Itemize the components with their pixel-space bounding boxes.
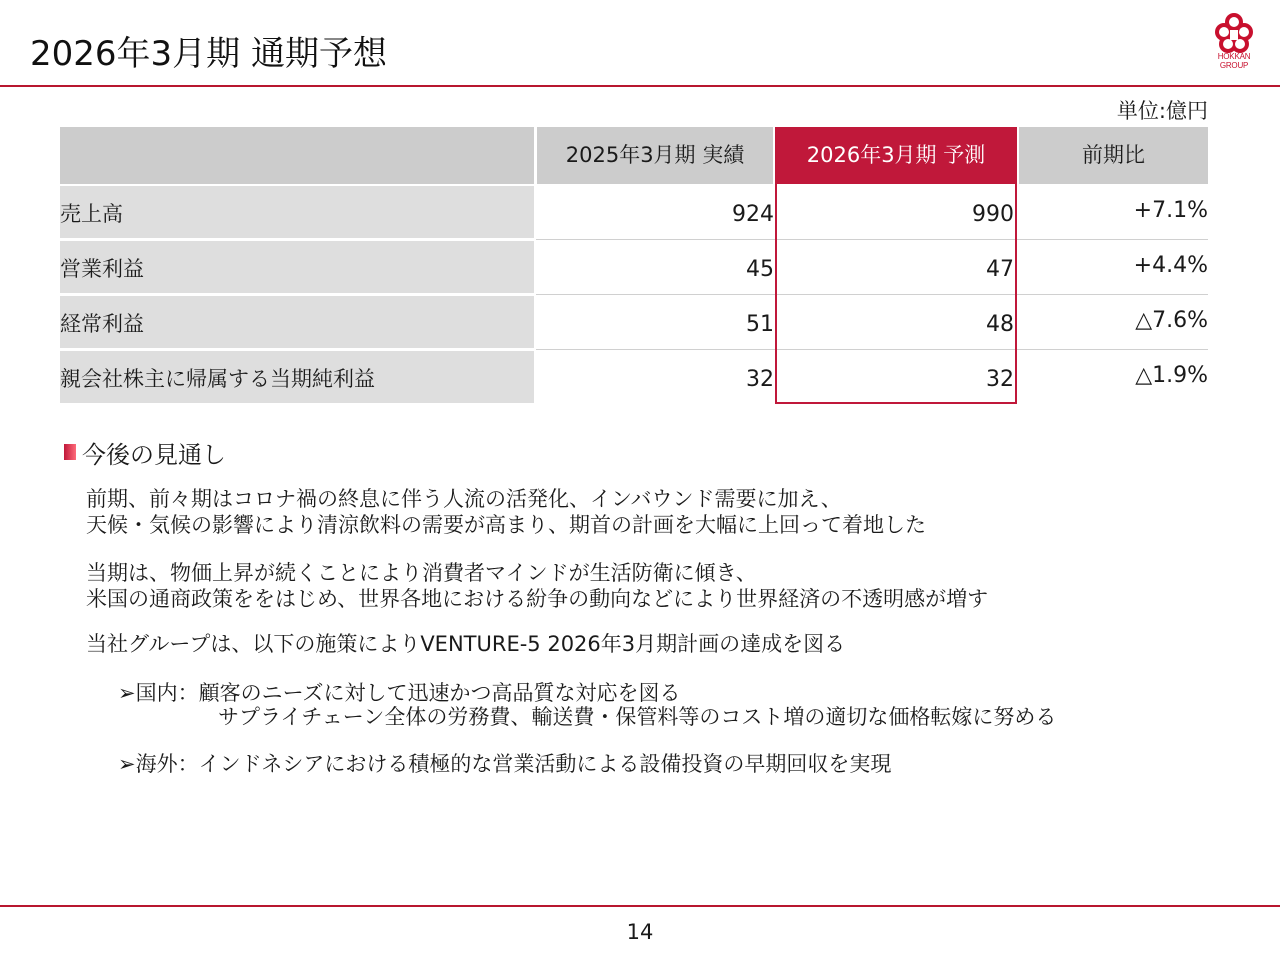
cell-sales-actual: 924 <box>732 202 774 227</box>
cell-ordinary-profit-actual: 51 <box>746 312 774 337</box>
outlook-text: 当社グループは、以下の施策によりVENTURE-5 2026年3月期計画の達成を図る <box>86 632 846 656</box>
header-divider <box>0 85 1280 87</box>
cell-net-income-forecast: 32 <box>986 367 1014 392</box>
cell-ordinary-profit-forecast: 48 <box>986 312 1014 337</box>
section-heading-outlook: 今後の見通し <box>82 441 226 469</box>
column-header-actual: 2025年3月期 実績 <box>565 143 745 167</box>
section-bullet-icon <box>64 444 76 460</box>
column-header-change: 前期比 <box>1082 143 1145 167</box>
row-label-ordinary-profit: 経常利益 <box>60 312 144 336</box>
cell-operating-profit-actual: 45 <box>746 257 774 282</box>
forecast-column-highlight <box>775 184 1017 404</box>
outlook-text: 前期、前々期はコロナ禍の終息に伴う人流の活発化、インバウンド需要に加え、 <box>86 487 842 511</box>
cell-sales-change: +7.1% <box>1133 198 1208 223</box>
logo-text-group: GROUP <box>1219 61 1249 70</box>
cell-sales-forecast: 990 <box>972 202 1014 227</box>
table-header-blank <box>60 127 534 184</box>
column-header-forecast: 2026年3月期 予測 <box>775 127 1017 184</box>
cell-operating-profit-change: +4.4% <box>1133 253 1208 278</box>
logo-text-hokkan: HOKKAN <box>1217 52 1251 61</box>
cell-operating-profit-forecast: 47 <box>986 257 1014 282</box>
row-label-net-income: 親会社株主に帰属する当期純利益 <box>60 367 375 391</box>
row-label-sales: 売上高 <box>60 202 123 226</box>
outlook-domestic: ➢国内：顧客のニーズに対して迅速かつ高品質な対応を図る <box>118 681 681 705</box>
row-label-operating-profit: 営業利益 <box>60 257 144 281</box>
outlook-overseas: ➢海外：インドネシアにおける積極的な営業活動による設備投資の早期回収を実現 <box>118 752 892 776</box>
outlook-domestic: サプライチェーン全体の労務費、輸送費・保管料等のコスト増の適切な価格転嫁に努める <box>218 705 1057 729</box>
outlook-text: 米国の通商政策ををはじめ、世界各地における紛争の動向などにより世界経済の不透明感が増す <box>86 587 989 611</box>
unit-label: 単位:億円 <box>1116 99 1208 123</box>
cell-net-income-actual: 32 <box>746 367 774 392</box>
cell-net-income-change: △1.9% <box>1135 363 1208 388</box>
cell-ordinary-profit-change: △7.6% <box>1135 308 1208 333</box>
footer-divider <box>0 905 1280 907</box>
outlook-text: 当期は、物価上昇が続くことにより消費者マインドが生活防衛に傾き、 <box>86 561 757 585</box>
page-title: 2026年3月期 通期予想 <box>30 34 387 74</box>
outlook-text: 天候・気候の影響により清涼飲料の需要が高まり、期首の計画を大幅に上回って着地した <box>86 513 926 537</box>
page-number: 14 <box>626 920 654 944</box>
table-row-label-bg <box>60 186 534 238</box>
